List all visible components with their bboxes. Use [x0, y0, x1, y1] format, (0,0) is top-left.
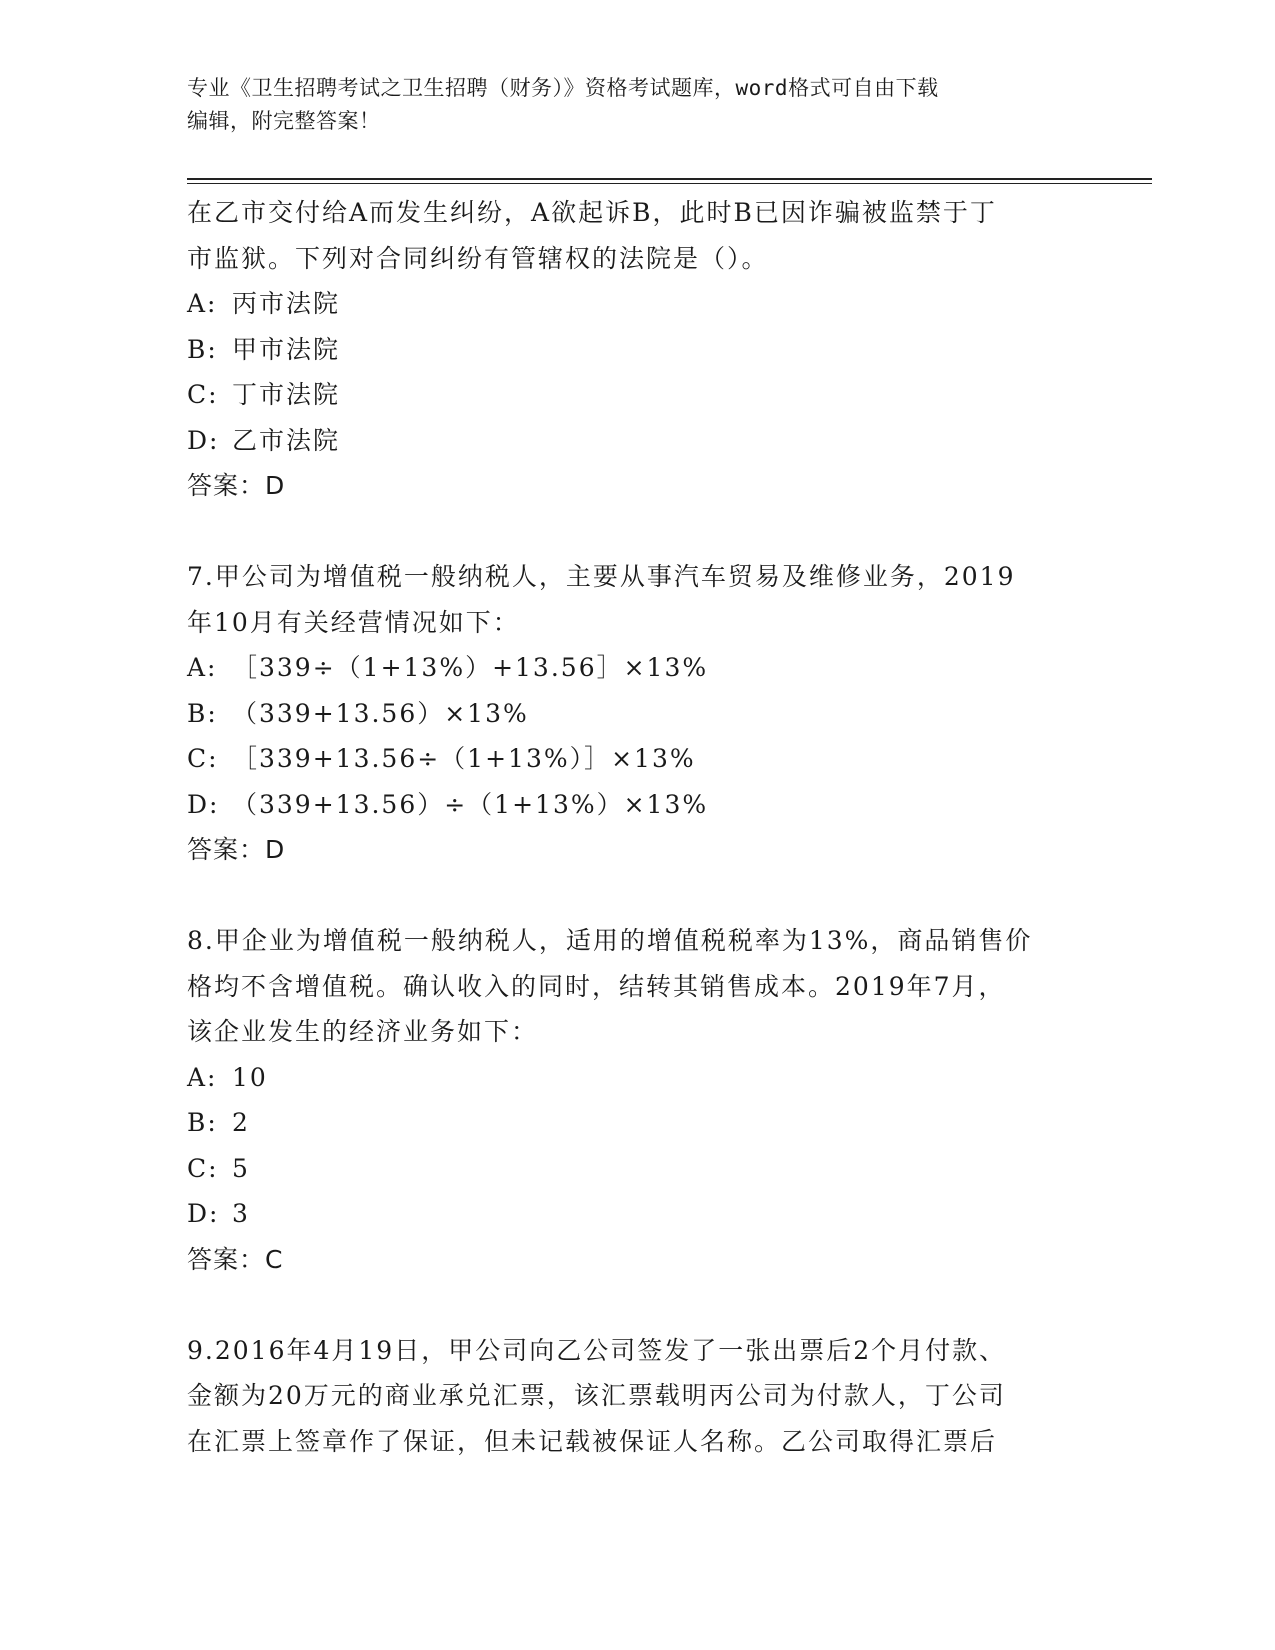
option-label: B: [187, 1108, 218, 1137]
question-text: 在汇票上签章作了保证，但未记载被保证人名称。乙公司取得汇票后 [187, 1426, 998, 1456]
option-b [187, 1100, 1087, 1146]
option-d [187, 782, 1087, 828]
question-7 [187, 554, 1087, 873]
question-6 [187, 190, 1087, 509]
option-text: 2 [232, 1108, 250, 1137]
question-text: 在乙市交付给A而发生纠纷，A欲起诉B，此时B已因诈骗被监禁于丁 [187, 198, 997, 227]
option-b [187, 327, 1087, 373]
option-text: （339+13.56）×13% [232, 698, 529, 728]
option-text: 乙市法院 [232, 425, 341, 455]
option-c [187, 372, 1087, 418]
option-text: 3 [232, 1199, 250, 1228]
question-8 [187, 918, 1087, 1282]
option-label: A: [187, 289, 218, 318]
question-text: 该企业发生的经济业务如下： [187, 1017, 539, 1046]
option-label: A: [187, 1062, 218, 1092]
option-d [187, 418, 1087, 464]
option-a [187, 1055, 1087, 1101]
document-header [187, 72, 1067, 138]
question-text: 年10月有关经营情况如下： [187, 607, 520, 637]
option-text: 10 [232, 1062, 268, 1092]
option-label: D: [187, 1199, 220, 1228]
header-rule-thick [187, 178, 1152, 180]
option-label: A: [187, 653, 218, 682]
option-label: D: [187, 789, 220, 819]
option-label: B: [187, 334, 218, 364]
option-text: 丙市法院 [232, 289, 341, 318]
option-text: ［339÷（1+13%）+13.56］×13% [232, 653, 709, 682]
option-a [187, 281, 1087, 327]
option-label: C: [187, 744, 219, 773]
question-text: 9.2016年4月19日，甲公司向乙公司签发了一张出票后2个月付款、 [187, 1335, 1007, 1365]
option-d [187, 1191, 1087, 1237]
question-text: 7.甲公司为增值税一般纳税人，主要从事汽车贸易及维修业务，2019 [187, 562, 1016, 591]
header-line-1: 专业《卫生招聘考试之卫生招聘（财务）》资格考试题库，word格式可自由下载 [187, 76, 939, 100]
answer: 答案：D [187, 835, 286, 864]
option-text: （339+13.56）÷（1+13%）×13% [232, 789, 709, 819]
question-text: 金额为20万元的商业承兑汇票，该汇票载明丙公司为付款人，丁公司 [187, 1381, 1006, 1410]
option-label: D: [187, 425, 220, 455]
question-text: 8.甲企业为增值税一般纳税人，适用的增值税税率为13%，商品销售价 [187, 926, 1033, 955]
option-c [187, 1146, 1087, 1192]
option-a [187, 645, 1087, 691]
option-label: C: [187, 380, 219, 409]
question-9 [187, 1328, 1087, 1465]
question-content [187, 190, 1087, 1464]
option-text: 丁市法院 [232, 380, 341, 409]
option-label: C: [187, 1153, 219, 1183]
option-text: 甲市法院 [232, 334, 341, 364]
option-label: B: [187, 698, 218, 728]
answer: 答案：C [187, 1244, 284, 1274]
option-text: ［339+13.56÷（1+13%）］×13% [232, 744, 696, 773]
option-c [187, 736, 1087, 782]
header-rule-thin [187, 183, 1152, 184]
option-text: 5 [232, 1153, 250, 1183]
option-b [187, 691, 1087, 737]
question-text: 格均不含增值税。确认收入的同时，结转其销售成本。2019年7月， [187, 971, 1006, 1001]
question-text: 市监狱。下列对合同纠纷有管辖权的法院是（）。 [187, 243, 769, 273]
header-line-2: 编辑，附完整答案！ [187, 109, 381, 133]
answer: 答案：D [187, 471, 286, 500]
